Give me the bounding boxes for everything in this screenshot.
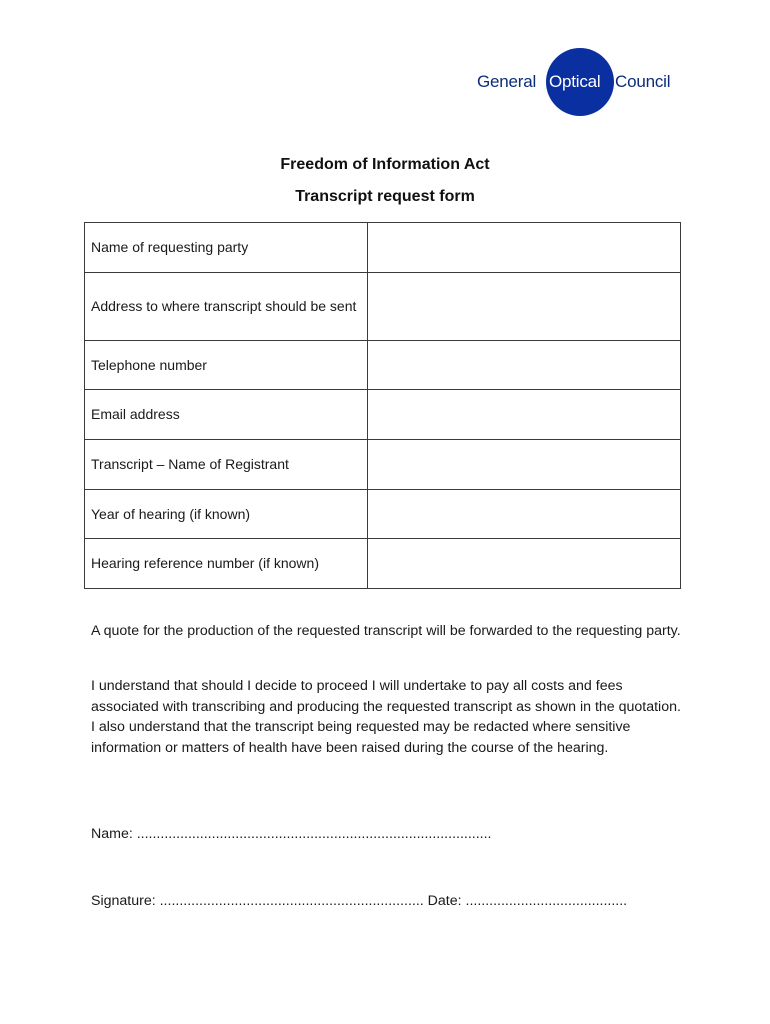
form-row-telephone xyxy=(85,341,681,390)
label-registrant: Transcript – Name of Registrant xyxy=(85,440,368,490)
label-email: Email address xyxy=(85,390,368,440)
form-row-hearing-reference xyxy=(85,539,681,589)
form-row-requesting-party xyxy=(85,223,681,273)
form-row-email xyxy=(85,390,681,440)
field-requesting-party[interactable] xyxy=(367,223,680,273)
form-row-hearing-year xyxy=(85,490,681,539)
label-address: Address to where transcript should be sent xyxy=(85,273,368,341)
form-row-address xyxy=(85,273,681,341)
general-optical-council-logo xyxy=(474,48,684,118)
signature-date-line[interactable]: Signature: ................................................................... Date: ......................................... xyxy=(91,893,628,909)
name-line[interactable]: Name: .......................................................................................... xyxy=(91,826,492,842)
label-hearing-reference: Hearing reference number (if known) xyxy=(85,539,368,589)
logo-word-council: Council xyxy=(615,72,671,91)
field-email[interactable] xyxy=(367,390,680,440)
label-hearing-year: Year of hearing (if known) xyxy=(85,490,368,539)
label-telephone: Telephone number xyxy=(85,341,368,390)
document-subtitle: Transcript request form xyxy=(295,188,475,205)
request-form-table xyxy=(84,222,681,589)
quote-paragraph: A quote for the production of the requested transcript will be forwarded to the requesting party. xyxy=(91,623,681,639)
logo-word-optical: Optical xyxy=(549,72,601,91)
logo-word-general: General xyxy=(477,72,537,91)
field-registrant[interactable] xyxy=(367,440,680,490)
field-telephone[interactable] xyxy=(367,341,680,390)
field-address[interactable] xyxy=(367,273,680,341)
field-hearing-reference[interactable] xyxy=(367,539,680,589)
label-requesting-party: Name of requesting party xyxy=(85,223,368,273)
field-hearing-year[interactable] xyxy=(367,490,680,539)
undertaking-paragraph: I understand that should I decide to proceed I will undertake to pay all costs and fees associated with transcribing and producing the requested transcript as shown in the quotation. I also understand that the transcript being requested may be redacted where sensitive information or matters of health have been raised during the course of the hearing. xyxy=(91,678,681,756)
form-row-registrant xyxy=(85,440,681,490)
document-title: Freedom of Information Act xyxy=(280,156,490,173)
